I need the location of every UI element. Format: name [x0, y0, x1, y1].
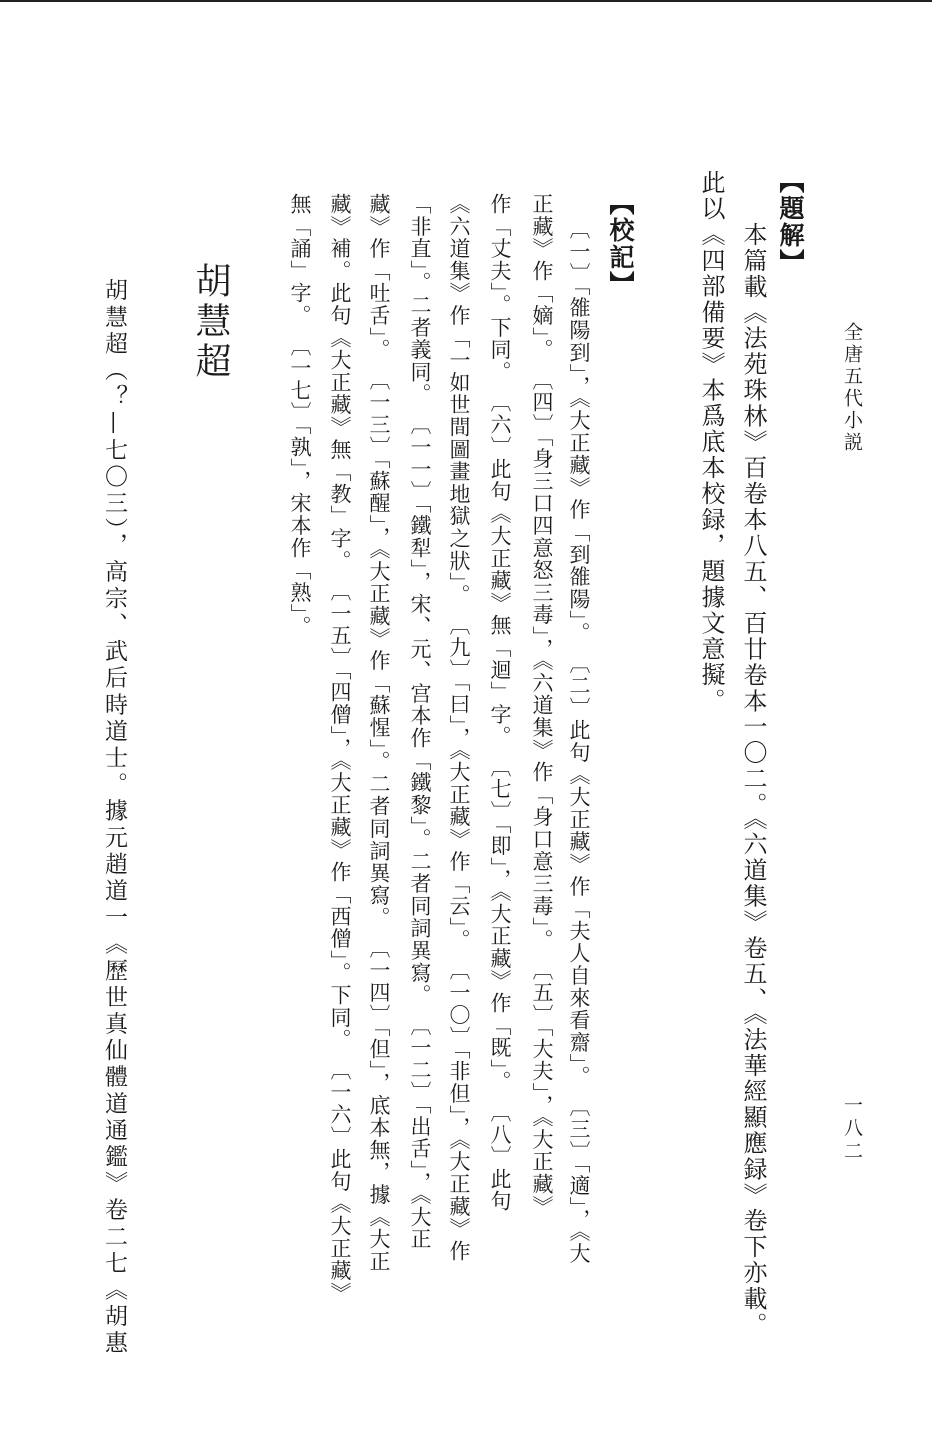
jiaoji-line: 無「誦」字。 〔一七〕「孰」，宋本作「熟」。	[288, 193, 312, 638]
top-rule	[0, 0, 932, 2]
jiaoji-line: 藏》補。此句《大正藏》無「教」字。 〔一五〕「四僧」，《大正藏》作「西僧」。下同。 〔一六〕此句《大正藏》	[328, 193, 352, 1305]
section-heading-tijie: 【題解】	[776, 168, 805, 276]
jiaoji-line: 〔一〕「雒陽到」，《大正藏》作「到雒陽」。 〔二〕此句《大正藏》作「夫人自來看齋」。 〔三〕「適」，《大	[567, 218, 591, 1265]
page-number: 一八二	[841, 1095, 863, 1164]
jiaoji-line: 作「丈夫」。下同。 〔六〕此句《大正藏》無「迴」字。 〔七〕「即」，《大正藏》作「既」。 〔八〕此句	[488, 193, 512, 1213]
jiaoji-line: 「非直」。二者義同。 〔一一〕「鐵犁」，宋、元、宫本作「鐵黎」。二者同詞異寫。 〔一二〕「出舌」，《大正	[408, 193, 432, 1251]
section-heading-jiaoji: 【校記】	[606, 190, 635, 298]
running-head: 全唐五代小説	[841, 322, 863, 454]
jiaoji-line: 正藏》作「嫡」。 〔四〕「身三口四意怒三毒」，《六道集》作「身口意三毒」。 〔五〕「大夫」，《大正藏》	[530, 193, 554, 1218]
jiaoji-line: 《六道集》作「一如世間圖畫地獄之狀」。 〔九〕「曰」，《大正藏》作「云」。 〔一〇〕「非但」，《大正藏》作	[447, 193, 471, 1263]
jiaoji-line: 藏》作「吐舌」。 〔一三〕「蘇醒」，《大正藏》作「蘇惺」。二者同詞異寫。 〔一四〕「但」，底本無，據《大正	[367, 193, 391, 1273]
entry-body-line: 胡慧超（？—七〇三），高宗、武后時道士。據元趙道一《歷世真仙體道通鑑》卷二七《胡惠	[101, 278, 127, 1358]
tijie-line: 本篇載《法苑珠林》百卷本八五、百廿卷本一〇二。《六道集》卷五、《法華經顯應録》卷下亦載。	[739, 222, 767, 1338]
entry-title: 胡慧超	[190, 262, 231, 382]
tijie-line: 此以《四部備要》本爲底本校録，題據文意擬。	[697, 170, 725, 714]
